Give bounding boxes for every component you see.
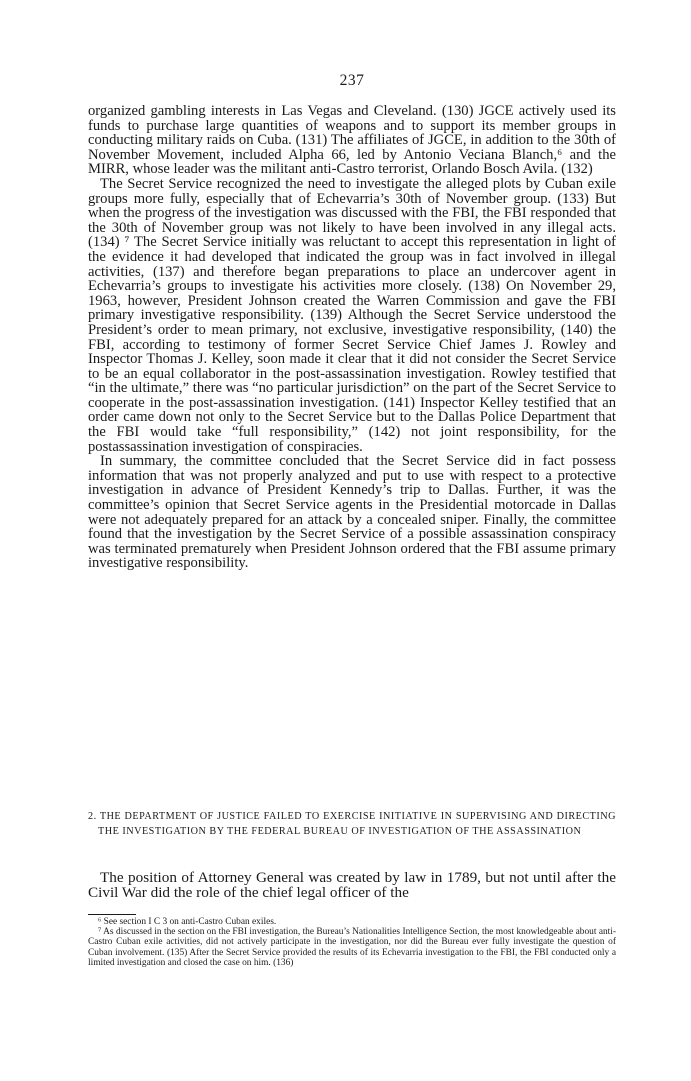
footnote-6: ⁶ See section I C 3 on anti-Castro Cuban exiles. (98, 917, 277, 927)
page-number: 237 (339, 72, 365, 89)
section-heading: 2. THE DEPARTMENT OF JUSTICE FAILED TO EXERCISE INITIATIVE IN SUPERVISING AND DIRECTING THE INVESTIGATION BY THE FEDERAL BUREAU OF INVESTIGATION OF THE ASSASSINATION (88, 811, 616, 837)
paragraph-attorney-general: The position of Attorney General was created by law in 1789, but not until after the Civil War did the role of the chief legal officer of the (88, 869, 616, 901)
footnotes (88, 917, 616, 968)
document-page (88, 0, 616, 1081)
paragraph-summary: In summary, the committee concluded that the Secret Service did in fact possess information that was not properly analyzed and put to use with respect to a protective investigation in advance of President Kennedy’s trip to Dallas. Further, it was the committee’s opinion that Secret Service agents in the Presidential motorcade in Dallas were not adequately prepared for an attack by a concealed sniper. Finally, the committee found that the investigation by the Secret Service of a possible assassination conspiracy was terminated prematurely when President Johnson ordered that the FBI assume primary investigative responsibility. (88, 453, 616, 572)
paragraph-secret-service-investigation: The Secret Service recognized the need to investigate the alleged plots by Cuban exile groups more fully, especially that of Echevarria’s 30th of November group. (133) But when the progress of the investigation was discussed with the FBI, the FBI responded that the 30th of November group was not likely to have been involved in any illegal acts. (134) ⁷ The Secret Service initially was reluctant to accept this representation in light of the evidence it had developed that indicated the group was in fact involved in illegal activities, (137) and therefore began preparations to place an undercover agent in Echevarria’s groups to investigate his activities more closely. (138) On November 29, 1963, however, President Johnson created the Warren Commission and gave the FBI primary investigative responsibility. (139) Although the Secret Service understood the President’s order to mean primary, not exclusive, investigative responsibility, (140) the FBI, according to testimony of former Secret Service Chief James J. Rowley and Inspector Thomas J. Kelley, soon made it clear that it did not consider the Secret Service to be an equal collaborator in the post-assassination investigation. Rowley testified that “in the ultimate,” there was “no particular jurisdiction” on the part of the Secret Service to cooperate in the post-assassination investigation. (141) Inspector Kelley testified that an order came down not only to the Secret Service but to the Dallas Police Department that the FBI would take “full responsibility,” (142) not joint responsibility, for the postassassination investigation of conspiracies. (88, 175, 616, 455)
footnote-7: ⁷ As discussed in the section on the FBI investigation, the Bureau’s Nationalities Intelligence Section, the most knowledgeable about anti-Castro Cuban exile activities, did not actively participate in the investigation, nor did the Bureau ever fully investigate the question of Cuban involvement. (135) After the Secret Service provided the results of its Echevarria investigation to the FBI, the FBI conducted only a limited investigation and closed the case on him. (136) (88, 927, 616, 968)
body-text (88, 104, 616, 571)
footnote-divider (88, 914, 136, 915)
paragraph-jgce-funding: organized gambling interests in Las Vegas and Cleveland. (130) JGCE actively used its funds to purchase large quantities of weapons and to support its member groups in conducting military raids on Cuba. (131) The affiliates of JGCE, in addition to the 30th of November Movement, included Alpha 66, led by Antonio Veciana Blanch,⁶ and the MIRR, whose leader was the militant anti-Castro terrorist, Orlando Bosch Avila. (132) (88, 103, 616, 178)
